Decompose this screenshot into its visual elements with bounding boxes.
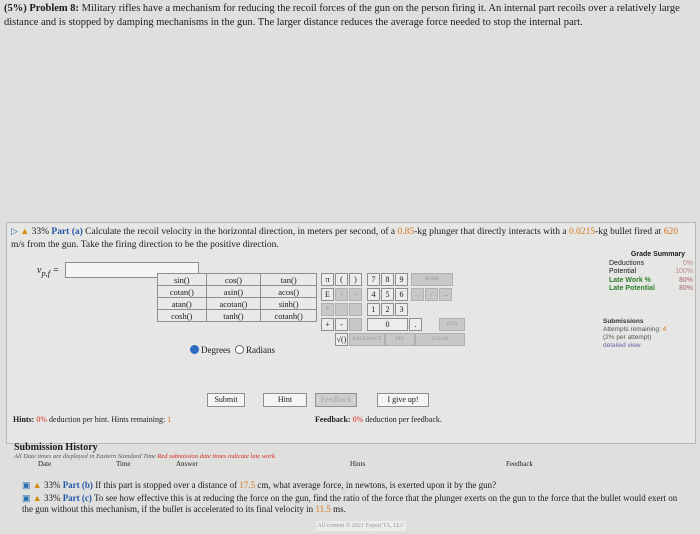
key-5[interactable]: 5: [381, 288, 394, 301]
key-9[interactable]: 9: [395, 273, 408, 286]
key-2[interactable]: 2: [381, 303, 394, 316]
history-note-plain: All Date times are displayed in Eastern Standard Time: [14, 453, 156, 460]
plus-key[interactable]: +: [321, 318, 334, 331]
part-a-text-2: -kg plunger that directly interacts with a: [414, 227, 567, 237]
problem-header: (5%) Problem 8:: [4, 3, 80, 14]
feedback-text: deduction per feedback.: [365, 415, 442, 424]
up-arrow-icon[interactable]: ^: [349, 288, 362, 301]
cotanh-key[interactable]: cotanh(): [261, 310, 317, 322]
part-b-label: Part (b): [62, 480, 93, 490]
part-a-text-3: -kg bullet fired at: [595, 227, 662, 237]
problem-statement: [4, 2, 694, 30]
late-potential-label: Late Potential: [609, 285, 655, 292]
stop-distance: 17.5: [239, 480, 256, 490]
hints-label: Hints:: [13, 415, 35, 424]
del-key[interactable]: DEL: [385, 333, 415, 346]
degrees-label: Degrees: [201, 345, 231, 355]
cotan-key[interactable]: cotan(): [158, 286, 207, 298]
cosh-key[interactable]: cosh(): [158, 310, 207, 322]
warning-icon: ▲: [20, 226, 30, 236]
key-4[interactable]: 4: [367, 288, 380, 301]
grade-summary-title: Grade Summary: [630, 251, 685, 258]
submission-history: [14, 442, 694, 469]
home-key[interactable]: HOME: [411, 273, 453, 286]
sinh-key[interactable]: sinh(): [261, 298, 317, 310]
bullet-speed: 620: [663, 227, 678, 237]
plunger-mass: 0.85: [397, 227, 415, 237]
feedback-pct: 0%: [352, 415, 364, 424]
e-key[interactable]: E: [321, 288, 334, 301]
problem-text: Military rifles have a mechanism for reducing the recoil forces of the gun on the person firing it. An internal part recoils over a relatively large distance and is stopped by damping mechanisms in the gun. The larger distance reduces the average force needed to stop the internal part.: [4, 3, 680, 28]
col-hints: Hints: [350, 460, 366, 468]
hints-remaining: 1: [167, 415, 172, 424]
hints-text: deduction per hint. Hints remaining:: [49, 415, 166, 424]
part-b-row[interactable]: [22, 480, 690, 491]
late-work-label: Late Work %: [609, 276, 651, 284]
key-3[interactable]: 3: [395, 303, 408, 316]
history-title: Submission History: [14, 442, 98, 453]
part-b-text-2: cm, what average force, in newtons, is exerted upon it by the gun?: [257, 480, 497, 490]
part-c-text-1: To see how effective this is at reducing the force on the gun, find the ratio of the force that the plunger exerts on the gun to the force that the bullet would exert on the gun without this mechanism, if the bullet is accelerated to its final velocity in: [22, 493, 678, 514]
extra-key-2[interactable]: [349, 303, 362, 316]
deductions-value: 0%: [682, 259, 693, 267]
expand-caret-icon[interactable]: ▷: [11, 226, 18, 236]
part-b-text-1: If this part is stopped over a distance of: [95, 480, 238, 490]
part-c-row[interactable]: [22, 493, 690, 515]
part-b-expand-icon[interactable]: ▣: [22, 480, 31, 490]
part-b-warning-icon: ▲: [32, 480, 42, 490]
radians-radio[interactable]: [235, 345, 244, 354]
end-key[interactable]: END: [439, 318, 465, 331]
late-work-value: 80%: [678, 276, 693, 284]
minus-key[interactable]: -: [335, 318, 348, 331]
lparen-key[interactable]: (: [335, 273, 348, 286]
atan-key[interactable]: atan(): [158, 298, 207, 310]
potential-value: 100%: [675, 268, 693, 275]
multiply-key[interactable]: *: [321, 303, 334, 316]
detailed-view-link[interactable]: detailed view: [603, 342, 641, 349]
acotan-key[interactable]: acotan(): [206, 298, 261, 310]
degrees-radio[interactable]: [190, 345, 199, 354]
per-attempt-text: (2% per attempt): [603, 334, 652, 341]
function-keypad: [157, 273, 317, 322]
left-arrow-icon[interactable]: ←: [411, 288, 424, 301]
col-date: Date: [38, 460, 52, 468]
sin-key[interactable]: sin(): [158, 274, 207, 286]
key-0[interactable]: 0: [367, 318, 408, 331]
radians-label: Radians: [245, 345, 275, 355]
history-note: [14, 453, 694, 460]
up-key[interactable]: ↑: [335, 288, 348, 301]
feedback-label: Feedback:: [315, 415, 351, 424]
hints-pct: 0%: [36, 415, 48, 424]
part-c-warning-icon: ▲: [32, 493, 42, 503]
hints-bar: [13, 415, 171, 424]
extra-key-3[interactable]: [349, 318, 362, 331]
submissions-summary: [603, 318, 693, 350]
key-7[interactable]: 7: [367, 273, 380, 286]
angle-mode: [190, 345, 275, 355]
submissions-title: Submissions: [603, 318, 644, 325]
key-6[interactable]: 6: [395, 288, 408, 301]
part-c-label: Part (c): [62, 493, 92, 503]
extra-key-1[interactable]: [335, 303, 348, 316]
slash-key[interactable]: /: [425, 288, 438, 301]
acos-key[interactable]: acos(): [261, 286, 317, 298]
feedback-bar: [315, 415, 442, 424]
hint-button[interactable]: Hint: [263, 393, 307, 407]
variable-symbol: v: [37, 265, 42, 276]
part-c-text-2: ms.: [333, 504, 346, 514]
part-a-panel: [6, 222, 696, 444]
variable-subscript: p,f: [41, 269, 51, 278]
part-b-percent: 33%: [43, 480, 61, 490]
pi-key[interactable]: π: [321, 273, 334, 286]
dot-key[interactable]: .: [409, 318, 422, 331]
clear-key[interactable]: CLEAR: [415, 333, 465, 346]
history-note-red: Red submission date times indicate late work.: [157, 453, 277, 460]
feedback-button[interactable]: Feedback: [315, 393, 357, 407]
key-8[interactable]: 8: [381, 273, 394, 286]
right-arrow-icon[interactable]: →: [439, 288, 452, 301]
grade-summary: [603, 251, 693, 294]
sqrt-key[interactable]: √(): [336, 335, 347, 344]
part-c-percent: 33%: [43, 493, 61, 503]
key-1[interactable]: 1: [367, 303, 380, 316]
deductions-label: Deductions: [609, 259, 645, 267]
col-feedback: Feedback: [506, 460, 533, 468]
potential-label: Potential: [609, 268, 637, 275]
bullet-mass: 0.0215: [568, 227, 596, 237]
copyright-footer: All content © 2021 Expert TA, LLC: [317, 523, 405, 529]
answer-variable: $v_{p,f}$ =: [37, 265, 60, 278]
tanh-key[interactable]: tanh(): [206, 310, 261, 322]
give-up-button[interactable]: I give up!: [377, 393, 429, 407]
asin-key[interactable]: asin(): [206, 286, 261, 298]
part-a-label: Part (a): [51, 227, 83, 237]
late-potential-value: 80%: [678, 285, 693, 292]
history-columns: [14, 460, 694, 469]
submit-button[interactable]: Submit: [207, 393, 245, 407]
part-a-text: [11, 225, 691, 252]
part-a-text-1: Calculate the recoil velocity in the horizontal direction, in meters per second, of a: [85, 227, 396, 237]
accel-time: 11.5: [315, 504, 331, 514]
col-time: Time: [116, 460, 131, 468]
backspace-key[interactable]: BACKSPACE: [349, 333, 385, 346]
tan-key[interactable]: tan(): [261, 274, 317, 286]
attempts-label: Attempts remaining:: [603, 326, 661, 333]
part-a-text-4: m/s from the gun. Take the firing direction to be the positive direction.: [11, 240, 279, 250]
cos-key[interactable]: cos(): [206, 274, 261, 286]
part-a-percent: 33%: [31, 227, 50, 237]
col-answer: Answer: [176, 460, 198, 468]
attempts-value: 4: [662, 326, 667, 333]
rparen-key[interactable]: ): [349, 273, 362, 286]
part-c-expand-icon[interactable]: ▣: [22, 493, 31, 503]
